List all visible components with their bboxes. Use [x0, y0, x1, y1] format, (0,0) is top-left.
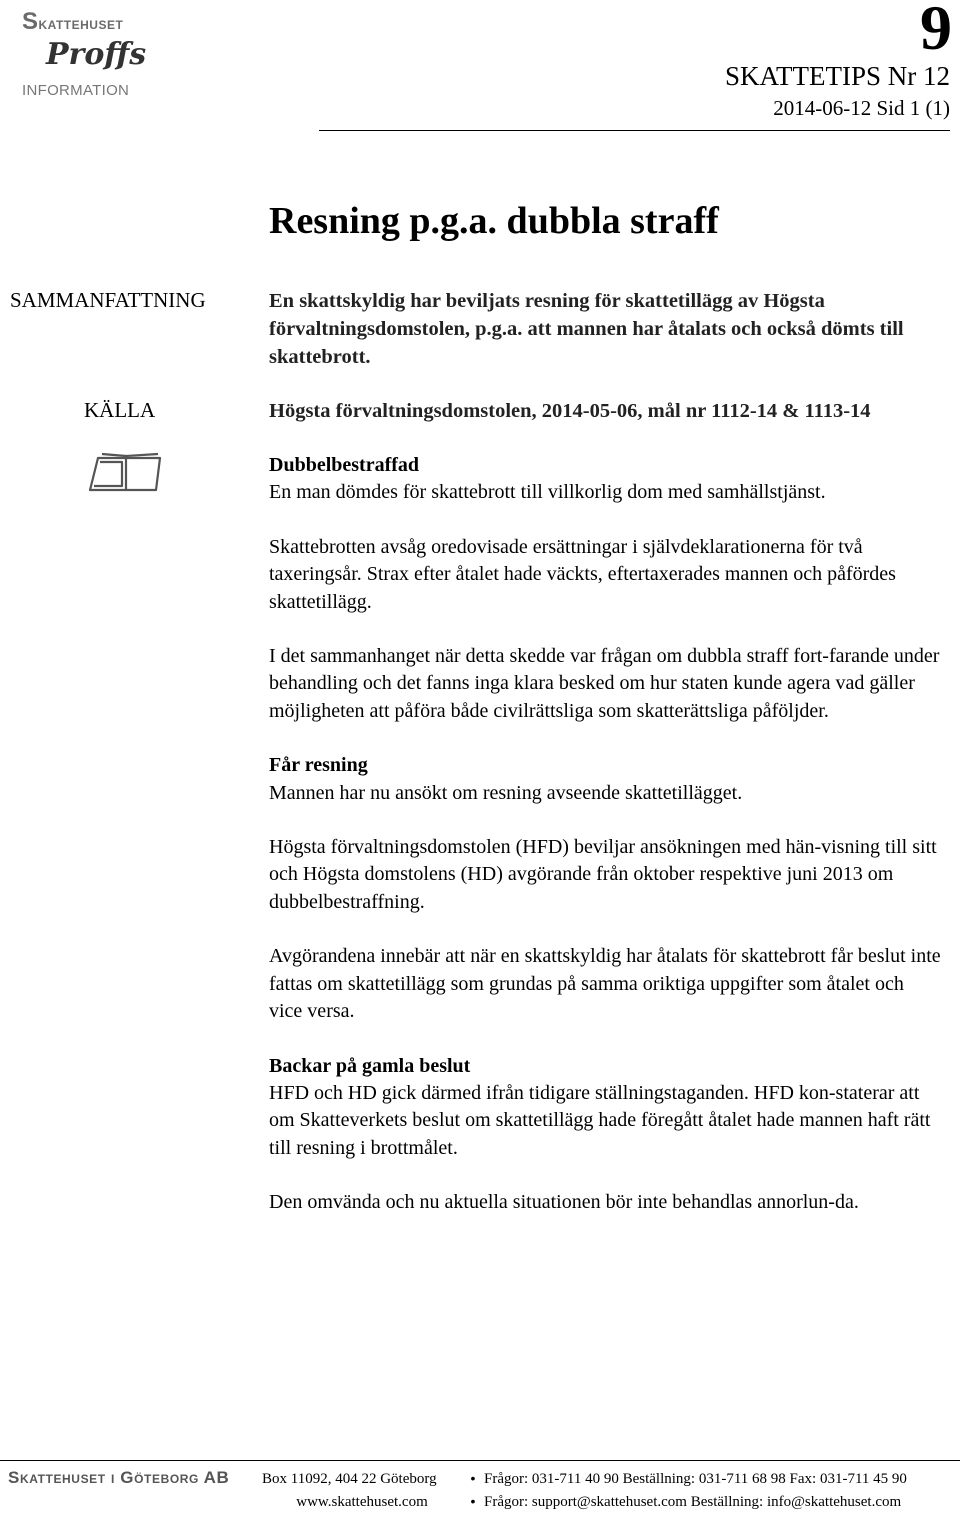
- paragraph-4-text: Mannen har nu ansökt om resning avseende skattetillägget.: [269, 781, 743, 804]
- header-rule: [319, 130, 950, 131]
- subheading-backar: Backar på gamla beslut: [269, 1054, 471, 1077]
- logo-company-name: Skattehuset: [22, 8, 124, 35]
- footer-website[interactable]: www.skattehuset.com: [296, 1494, 428, 1510]
- footer-rule: [0, 1460, 960, 1461]
- issue-number: 9: [920, 0, 952, 63]
- footer-address: Box 11092, 404 22 Göteborg: [262, 1471, 437, 1487]
- paragraph-5: Högsta förvaltningsdomstolen (HFD) beviljar ansökningen med hän-visning till sitt och Högsta domstolens (HD) avgörande från oktober respektive juni 2013 om dubbelbestraffning.: [269, 836, 937, 913]
- source-text: Högsta förvaltningsdomstolen, 2014-05-06, mål nr 1112-14 & 1113-14: [269, 400, 871, 422]
- company-logo: [22, 8, 222, 118]
- paragraph-1-text: En man dömdes för skattebrott till villkorlig dom med samhällstjänst.: [269, 481, 826, 504]
- subheading-far-resning: Får resning: [269, 754, 368, 777]
- article-body: [269, 452, 941, 1244]
- subheading-dubbelbestraffad: Dubbelbestraffad: [269, 454, 420, 476]
- bullet-icon: •: [470, 1493, 476, 1509]
- paragraph-7: [269, 1053, 941, 1163]
- series-title: SKATTETIPS Nr 12: [724, 61, 950, 91]
- footer-emails[interactable]: Frågor: support@skattehuset.com Beställning: info@skattehuset.com: [484, 1494, 902, 1510]
- book-icon: [86, 452, 164, 494]
- summary-label: SAMMANFATTNING: [10, 288, 206, 312]
- footer-phones: Frågor: 031-711 40 90 Beställning: 031-711 68 98 Fax: 031-711 45 90: [484, 1471, 907, 1487]
- paragraph-1: [269, 452, 941, 507]
- paragraph-2: Skattebrotten avsåg oredovisade ersättningar i självdeklarationerna för två taxeringsår. Strax efter åtalet hade väckts, eftertaxerades mannen och påfördes skattetillägg.: [269, 535, 896, 613]
- paragraph-6: Avgörandena innebär att när en skattskyldig har åtalats för skattebrott får beslut inte fattas om skattetillägg som grundas på samma oriktiga uppgifter som åtalet och vice versa.: [269, 945, 941, 1023]
- bullet-icon: •: [470, 1470, 476, 1486]
- paragraph-8: Den omvända och nu aktuella situationen bör inte behandlas annorlun-da.: [269, 1191, 859, 1214]
- paragraph-4: [269, 752, 941, 807]
- paragraph-7-text: HFD och HD gick därmed ifrån tidigare ställningstaganden. HFD kon-staterar att om Skatteverkets beslut om skattetillägg hade föregått åtalet hade mannen haft rätt till resning i brottmålet.: [269, 1081, 931, 1159]
- source-label: KÄLLA: [84, 398, 156, 422]
- page-title: Resning p.g.a. dubbla straff: [269, 200, 719, 242]
- summary-text: En skattskyldig har beviljats resning för skattetillägg av Högsta förvaltningsdomstolen, p.g.a. att mannen har åtalats och också dömts till skattebrott.: [269, 290, 904, 368]
- logo-brand: Proffs: [46, 37, 147, 72]
- footer-row-1: [8, 1467, 952, 1490]
- logo-subtitle: INFORMATION: [22, 82, 130, 99]
- footer-company: Skattehuset i Göteborg AB: [8, 1468, 230, 1487]
- footer: [8, 1467, 952, 1513]
- paragraph-3: I det sammanhanget när detta skedde var frågan om dubbla straff fort-farande under behandling och det fanns inga klara besked om hur staten kunde agera vad gäller möjligheten att påföra både civilrättsliga som skatterättsliga påföljder.: [269, 645, 940, 722]
- footer-row-2: [8, 1490, 952, 1513]
- date-page: 2014-06-12 Sid 1 (1): [773, 96, 950, 120]
